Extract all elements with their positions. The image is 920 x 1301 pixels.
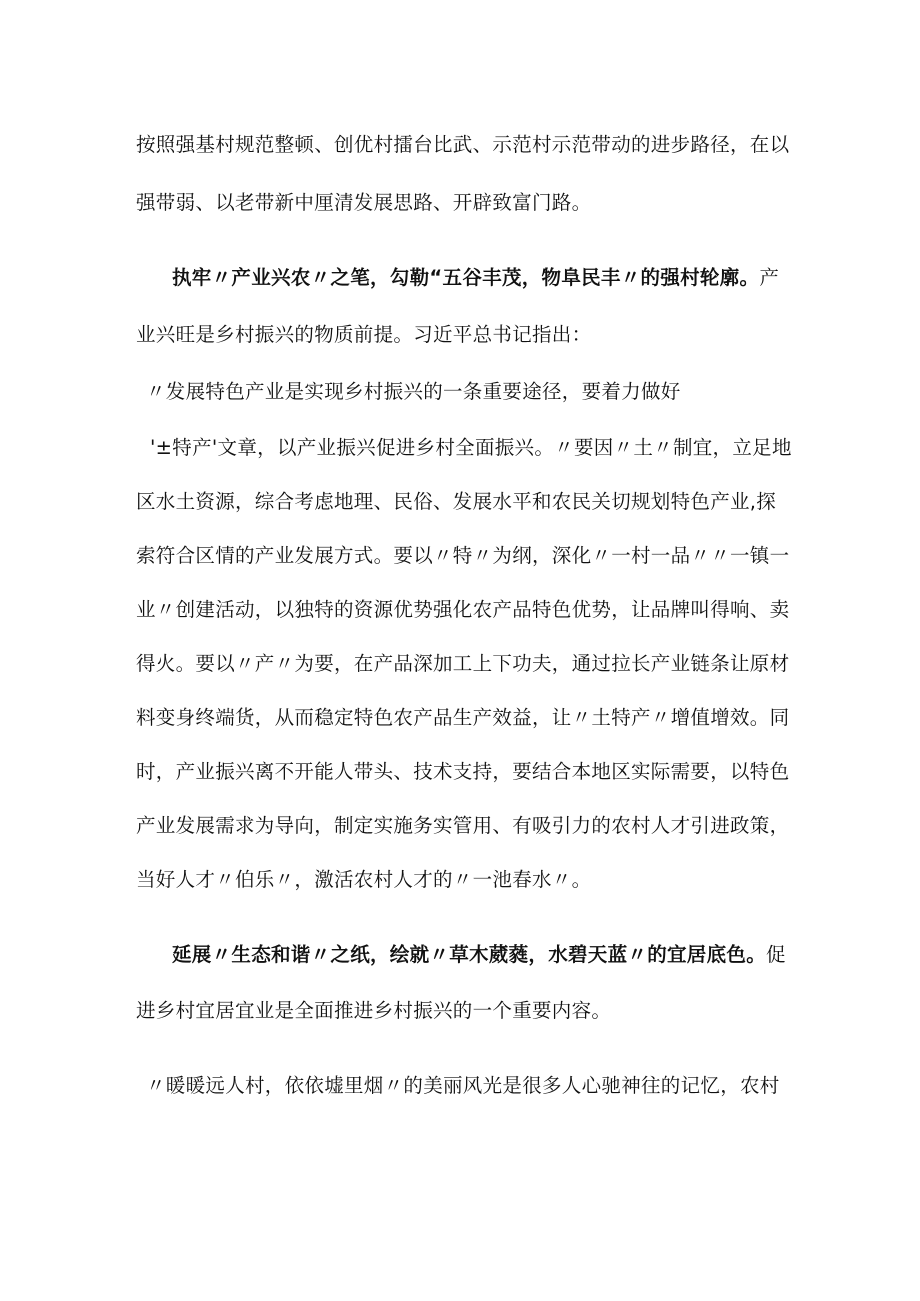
line-text: 产 [759, 266, 780, 289]
text-line [136, 758, 789, 786]
line-text: 〃发展特色产业是实现乡村振兴的一条重要途径，要着力做好 [146, 380, 681, 403]
line-text: 产业发展需求为导向，制定实施务实管用、有吸引力的农村人才引进政策， [136, 814, 790, 837]
section-heading: 延展〃生态和谐〃之纸，绘就〃草木葳蕤，水碧天蓝〃的宜居底色。 [172, 943, 767, 966]
text-line [136, 997, 611, 1025]
line-text: 促 [766, 943, 786, 966]
line-text: 业兴旺是乡村振兴的物质前提。习近平总书记指出： [136, 323, 592, 346]
heading-line [172, 264, 779, 292]
line-text: '±特产'文章，以产业振兴促进乡村全面振兴。〃要因〃土〃制宜，立足地 [150, 436, 792, 459]
line-text: 强带弱、以老带新中厘清发展思路、开辟致富门路。 [136, 191, 592, 214]
line-text: 进乡村宜居宜业是全面推进乡村振兴的一个重要内容。 [136, 999, 612, 1022]
text-line [136, 812, 789, 840]
line-text: 〃暖暖远人村，依依墟里烟〃的美丽风光是很多人心驰神往的记忆，农村 [146, 1074, 780, 1097]
line-text: 业〃创建活动，以独特的资源优势强化农产品特色优势，让品牌叫得响、卖 [136, 598, 790, 621]
heading-line [172, 941, 786, 969]
text-line [136, 488, 776, 516]
text-line [150, 434, 792, 462]
line-text: 时，产业振兴离不开能人带头、技术支持，要结合本地区实际需要，以特色 [136, 760, 790, 783]
line-text: 按照强基村规范整顿、创优村擂台比武、示范村示范带动的进步路径，在以 [136, 133, 790, 156]
line-text: 料变身终端货，从而稳定特色农产品生产效益，让〃土特产〃增值增效。同 [136, 706, 790, 729]
text-line [136, 650, 789, 678]
section-heading: 执牢〃产业兴农〃之笔，勾勒“五谷丰茂，物阜民丰〃的强村轮廓。 [172, 266, 760, 289]
text-line [146, 378, 681, 406]
text-line [136, 704, 789, 732]
text-line [136, 542, 789, 570]
line-text: 区水土资源，综合考虑地理、民俗、发展水平和农民关切规划特色产业,探 [136, 490, 777, 513]
line-text: 得火。要以〃产〃为要，在产品深加工上下功夫，通过拉长产业链条让原材 [136, 652, 790, 675]
text-line [136, 321, 591, 349]
text-line [136, 189, 591, 217]
text-line [136, 866, 591, 894]
line-text: 索符合区情的产业发展方式。要以〃特〃为纲，深化〃一村一品〃〃一镇一 [136, 544, 790, 567]
text-line [136, 596, 789, 624]
line-text: 当好人才〃伯乐〃，激活农村人才的〃一池春水〃。 [136, 868, 592, 891]
text-line [146, 1072, 780, 1100]
text-line [136, 131, 789, 159]
